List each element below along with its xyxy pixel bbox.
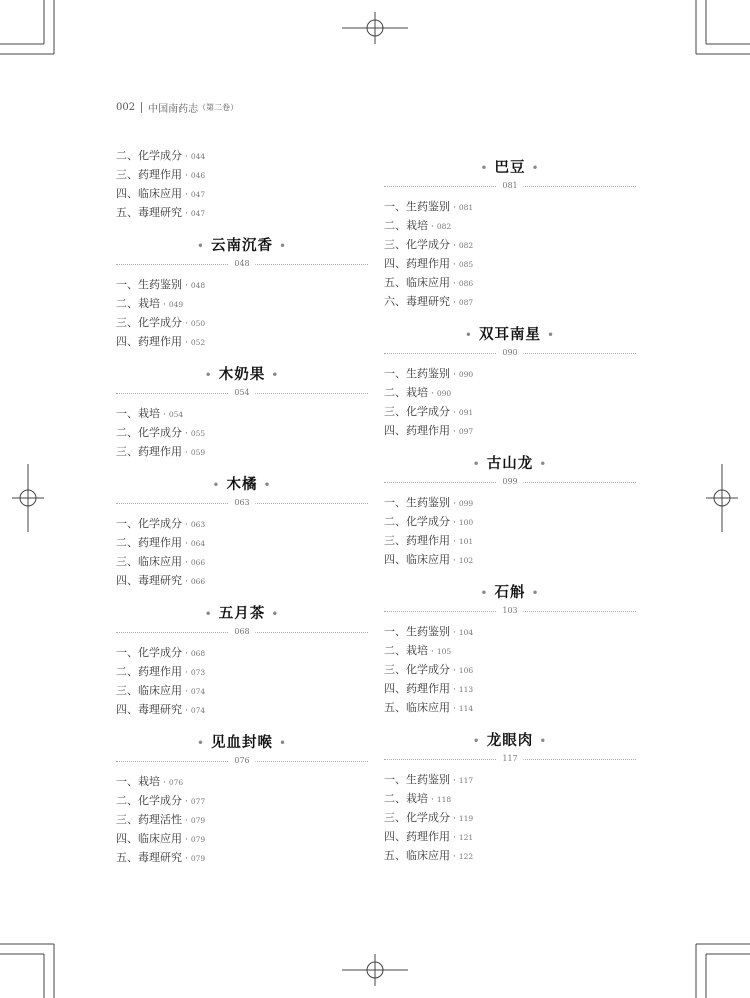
section-heading[interactable] (384, 452, 636, 476)
leader-dot: · (185, 558, 188, 568)
toc-entry[interactable] (116, 810, 368, 829)
toc-entry[interactable] (116, 313, 368, 332)
leader-dot: · (185, 539, 188, 549)
toc-entry-page: 054 (168, 410, 184, 419)
toc-entry[interactable] (116, 533, 368, 552)
toc-entry-page: 100 (458, 518, 474, 527)
toc-entry-page: 079 (190, 854, 206, 863)
leader-dot: · (453, 260, 456, 270)
heading-bullet: • (531, 161, 540, 175)
toc-entry-page: 066 (190, 577, 206, 586)
section-page: 076 (228, 755, 255, 767)
section-page: 054 (228, 387, 255, 399)
leader-dot: · (453, 279, 456, 289)
toc-entry-label: 一、生药鉴别 (116, 278, 182, 291)
leader-dot: · (453, 298, 456, 308)
toc-entry[interactable] (384, 493, 636, 512)
toc-entry[interactable] (384, 698, 636, 717)
leader-dot: · (185, 816, 188, 826)
toc-entry-label: 三、化学成分 (384, 811, 450, 824)
heading-bullet: • (212, 478, 221, 492)
section-page: 063 (228, 497, 255, 509)
toc-entry-label: 一、生药鉴别 (384, 773, 450, 786)
toc-entry-label: 一、生药鉴别 (384, 496, 450, 509)
leader-dot: · (453, 666, 456, 676)
toc-entry[interactable] (116, 571, 368, 590)
toc-entry[interactable] (116, 829, 368, 848)
leader-dot: · (185, 520, 188, 530)
toc-entry-page: 085 (458, 260, 474, 269)
toc-entry-label: 四、临床应用 (384, 553, 450, 566)
toc-entry-page: 101 (458, 537, 474, 546)
toc-entry-label: 二、栽培 (384, 219, 428, 232)
heading-bullet: • (196, 239, 205, 253)
toc-entry-label: 二、化学成分 (116, 794, 182, 807)
toc-entry-page: 046 (190, 171, 206, 180)
leader-dot: · (185, 706, 188, 716)
toc-entry[interactable] (116, 552, 368, 571)
toc-entry-page: 079 (190, 816, 206, 825)
leader-dot: · (163, 778, 166, 788)
leader-dot: · (163, 410, 166, 420)
heading-bullet: • (480, 586, 489, 600)
toc-entry-page: 099 (458, 499, 474, 508)
leader-dot: · (185, 171, 188, 181)
toc-entry[interactable] (384, 846, 636, 865)
section-page: 103 (496, 605, 523, 617)
toc-entry-page: 090 (436, 389, 452, 398)
toc-entry-page: 086 (458, 279, 474, 288)
toc-entry[interactable] (116, 514, 368, 533)
toc-entry[interactable] (384, 364, 636, 383)
toc-entry-page: 049 (168, 300, 184, 309)
toc-entry-page: 082 (436, 222, 452, 231)
toc-entry-label: 三、药理作用 (116, 445, 182, 458)
toc-entry[interactable] (384, 383, 636, 402)
toc-entry[interactable] (384, 789, 636, 808)
toc-entry-label: 四、毒理研究 (116, 574, 182, 587)
heading-bullet: • (472, 457, 481, 471)
leader-dot: · (185, 152, 188, 162)
toc-entry-label: 五、临床应用 (384, 701, 450, 714)
leader-dot: · (185, 649, 188, 659)
section-page: 117 (496, 753, 523, 765)
toc-entry[interactable] (384, 679, 636, 698)
section-title-text: 五月茶 (218, 605, 266, 622)
toc-entry[interactable] (116, 275, 368, 294)
toc-entry-label: 二、药理作用 (116, 536, 182, 549)
toc-entry-page: 087 (458, 298, 474, 307)
toc-entry[interactable] (116, 791, 368, 810)
section-rule (384, 605, 636, 617)
toc-entry-label: 四、临床应用 (116, 187, 182, 200)
toc-entry-label: 四、药理作用 (384, 257, 450, 270)
heading-bullet: • (539, 457, 548, 471)
leader-dot: · (185, 319, 188, 329)
leader-dot: · (453, 628, 456, 638)
heading-bullet: • (271, 368, 280, 382)
toc-entry[interactable] (384, 235, 636, 254)
leader-dot: · (431, 389, 434, 399)
toc-entry-label: 一、栽培 (116, 775, 160, 788)
section-page: 048 (228, 258, 255, 270)
section-heading[interactable] (116, 473, 368, 497)
heading-bullet: • (279, 239, 288, 253)
toc-entry[interactable] (116, 184, 368, 203)
section-heading[interactable] (384, 323, 636, 347)
leader-dot: · (185, 338, 188, 348)
section-rule (116, 258, 368, 270)
toc-entry-page: 081 (458, 203, 474, 212)
toc-entry[interactable] (384, 550, 636, 569)
leader-dot: · (453, 537, 456, 547)
heading-bullet: • (271, 607, 280, 621)
toc-entry-label: 一、生药鉴别 (384, 625, 450, 638)
toc-entry[interactable] (384, 292, 636, 311)
section-heading[interactable] (116, 602, 368, 626)
heading-bullet: • (204, 368, 213, 382)
toc-left-column (116, 146, 368, 867)
section-page: 068 (228, 626, 255, 638)
section-rule (384, 753, 636, 765)
toc-entry-label: 三、化学成分 (384, 663, 450, 676)
toc-entry[interactable] (116, 165, 368, 184)
leader-dot: · (185, 797, 188, 807)
leader-dot: · (431, 647, 434, 657)
toc-entry-page: 064 (190, 539, 206, 548)
toc-entry[interactable] (384, 641, 636, 660)
toc-entry-label: 三、药理活性 (116, 813, 182, 826)
leader-dot: · (185, 668, 188, 678)
toc-entry-label: 六、毒理研究 (384, 295, 450, 308)
toc-entry-label: 三、临床应用 (116, 555, 182, 568)
toc-entry-page: 119 (458, 814, 474, 823)
toc-entry-page: 044 (190, 152, 206, 161)
heading-bullet: • (547, 328, 556, 342)
toc-entry-label: 三、化学成分 (116, 316, 182, 329)
page-number: 002 (116, 102, 136, 113)
toc-entry-page: 090 (458, 370, 474, 379)
toc-entry-page: 063 (190, 520, 206, 529)
section-title-text: 石斛 (494, 584, 526, 601)
toc-entry-page: 122 (458, 852, 474, 861)
toc-entry-label: 四、药理作用 (116, 335, 182, 348)
toc-entry[interactable] (384, 197, 636, 216)
toc-entry-page: 076 (168, 778, 184, 787)
toc-entry-label: 四、药理作用 (384, 682, 450, 695)
heading-bullet: • (263, 478, 272, 492)
toc-entry[interactable] (116, 203, 368, 222)
toc-entry-page: 077 (190, 797, 206, 806)
section-rule (384, 476, 636, 488)
toc-entry-page: 082 (458, 241, 474, 250)
toc-entry[interactable] (116, 662, 368, 681)
toc-entry-page: 106 (458, 666, 474, 675)
section-page: 099 (496, 476, 523, 488)
running-header (116, 100, 238, 115)
toc-entry-label: 一、化学成分 (116, 646, 182, 659)
section-rule (116, 755, 368, 767)
toc-entry-label: 三、临床应用 (116, 684, 182, 697)
toc-entry-page: 091 (458, 408, 474, 417)
toc-entry[interactable] (384, 770, 636, 789)
section-heading[interactable] (116, 363, 368, 387)
toc-entry[interactable] (384, 512, 636, 531)
section-page: 081 (496, 180, 523, 192)
leader-dot: · (453, 704, 456, 714)
toc-entry-page: 105 (436, 647, 452, 656)
leader-dot: · (185, 835, 188, 845)
toc-entry-label: 二、化学成分 (116, 426, 182, 439)
toc-entry-label: 四、药理作用 (384, 424, 450, 437)
leader-dot: · (185, 448, 188, 458)
toc-entry-label: 二、化学成分 (116, 149, 182, 162)
section-page: 090 (496, 347, 523, 359)
section-heading[interactable] (384, 581, 636, 605)
section-heading[interactable] (116, 234, 368, 258)
leader-dot: · (431, 222, 434, 232)
heading-bullet: • (204, 607, 213, 621)
toc-entry[interactable] (384, 254, 636, 273)
toc-entry[interactable] (116, 423, 368, 442)
leader-dot: · (453, 814, 456, 824)
toc-entry[interactable] (116, 772, 368, 791)
section-rule (384, 180, 636, 192)
section-title-text: 木奶果 (218, 366, 266, 383)
header-divider (141, 102, 142, 113)
toc-entry-label: 四、药理作用 (384, 830, 450, 843)
toc-entry-page: 102 (458, 556, 474, 565)
heading-bullet: • (279, 736, 288, 750)
toc-entry-page: 118 (436, 795, 452, 804)
toc-entry-page: 047 (190, 190, 206, 199)
section-title-text: 古山龙 (486, 455, 534, 472)
heading-bullet: • (472, 734, 481, 748)
toc-entry-page: 079 (190, 835, 206, 844)
toc-entry-label: 二、药理作用 (116, 665, 182, 678)
toc-entry-label: 二、栽培 (384, 644, 428, 657)
section-heading[interactable] (116, 731, 368, 755)
toc-entry-page: 117 (458, 776, 474, 785)
toc-entry-page: 055 (190, 429, 206, 438)
volume-label: （第二卷） (198, 103, 239, 112)
toc-entry[interactable] (384, 273, 636, 292)
section-rule (116, 387, 368, 399)
toc-entry[interactable] (116, 442, 368, 461)
toc-entry-label: 三、药理作用 (116, 168, 182, 181)
toc-entry-page: 097 (458, 427, 474, 436)
toc-entry[interactable] (384, 402, 636, 421)
toc-entry[interactable] (384, 421, 636, 440)
toc-entry[interactable] (116, 146, 368, 165)
toc-entry-label: 二、栽培 (116, 297, 160, 310)
toc-entry-page: 074 (190, 706, 206, 715)
heading-bullet: • (531, 586, 540, 600)
toc-entry-label: 三、药理作用 (384, 534, 450, 547)
toc-entry-page: 114 (458, 704, 474, 713)
section-heading[interactable] (384, 156, 636, 180)
leader-dot: · (453, 833, 456, 843)
toc-entry-label: 一、化学成分 (116, 517, 182, 530)
heading-bullet: • (196, 736, 205, 750)
leader-dot: · (453, 499, 456, 509)
book-title: 中国南药志 (148, 104, 199, 115)
leader-dot: · (185, 209, 188, 219)
toc-entry-page: 068 (190, 649, 206, 658)
toc-entry-label: 四、毒理研究 (116, 703, 182, 716)
toc-entry[interactable] (116, 332, 368, 351)
toc-entry-page: 104 (458, 628, 474, 637)
section-title-text: 龙眼肉 (486, 732, 534, 749)
toc-entry[interactable] (384, 827, 636, 846)
toc-entry[interactable] (384, 216, 636, 235)
toc-entry-page: 052 (190, 338, 206, 347)
toc-entry[interactable] (384, 660, 636, 679)
heading-bullet: • (480, 161, 489, 175)
section-rule (116, 497, 368, 509)
leader-dot: · (163, 300, 166, 310)
toc-entry[interactable] (116, 404, 368, 423)
toc-entry-label: 一、栽培 (116, 407, 160, 420)
toc-entry[interactable] (116, 643, 368, 662)
toc-entry-page: 073 (190, 668, 206, 677)
toc-entry[interactable] (384, 808, 636, 827)
section-rule (384, 347, 636, 359)
toc-entry-label: 三、化学成分 (384, 405, 450, 418)
toc-entry-label: 三、化学成分 (384, 238, 450, 251)
leader-dot: · (453, 408, 456, 418)
leader-dot: · (185, 854, 188, 864)
section-title-text: 木橘 (226, 476, 258, 493)
toc-entry-page: 048 (190, 281, 206, 290)
toc-entry-page: 059 (190, 448, 206, 457)
leader-dot: · (185, 281, 188, 291)
section-title-text: 双耳南星 (479, 326, 541, 343)
leader-dot: · (453, 518, 456, 528)
toc-entry-label: 四、临床应用 (116, 832, 182, 845)
heading-bullet: • (464, 328, 473, 342)
leader-dot: · (185, 429, 188, 439)
toc-entry-label: 五、临床应用 (384, 276, 450, 289)
toc-right-column (384, 146, 636, 865)
leader-dot: · (185, 687, 188, 697)
toc-entry-label: 五、临床应用 (384, 849, 450, 862)
section-title-text: 巴豆 (494, 159, 526, 176)
section-heading[interactable] (384, 729, 636, 753)
leader-dot: · (453, 685, 456, 695)
toc-entry-label: 五、毒理研究 (116, 851, 182, 864)
toc-entry-label: 二、栽培 (384, 792, 428, 805)
leader-dot: · (185, 577, 188, 587)
toc-entry-label: 二、化学成分 (384, 515, 450, 528)
toc-entry-page: 066 (190, 558, 206, 567)
toc-entry[interactable] (384, 531, 636, 550)
section-rule (116, 626, 368, 638)
leader-dot: · (453, 556, 456, 566)
leader-dot: · (453, 370, 456, 380)
section-title-text: 云南沉香 (211, 237, 273, 254)
toc-entry-label: 一、生药鉴别 (384, 200, 450, 213)
toc-entry-page: 121 (458, 833, 474, 842)
toc-entry-page: 074 (190, 687, 206, 696)
toc-entry-page: 050 (190, 319, 206, 328)
toc-entry-label: 五、毒理研究 (116, 206, 182, 219)
toc-entry[interactable] (116, 681, 368, 700)
leader-dot: · (453, 776, 456, 786)
leader-dot: · (453, 427, 456, 437)
leader-dot: · (453, 241, 456, 251)
toc-entry-label: 一、生药鉴别 (384, 367, 450, 380)
leader-dot: · (431, 795, 434, 805)
toc-entry[interactable] (384, 622, 636, 641)
leader-dot: · (453, 203, 456, 213)
toc-entry[interactable] (116, 294, 368, 313)
leader-dot: · (185, 190, 188, 200)
toc-entry-page: 113 (458, 685, 474, 694)
toc-entry[interactable] (116, 848, 368, 867)
toc-entry-label: 二、栽培 (384, 386, 428, 399)
toc-entry-page: 047 (190, 209, 206, 218)
leader-dot: · (453, 852, 456, 862)
heading-bullet: • (539, 734, 548, 748)
toc-entry[interactable] (116, 700, 368, 719)
section-title-text: 见血封喉 (211, 734, 273, 751)
